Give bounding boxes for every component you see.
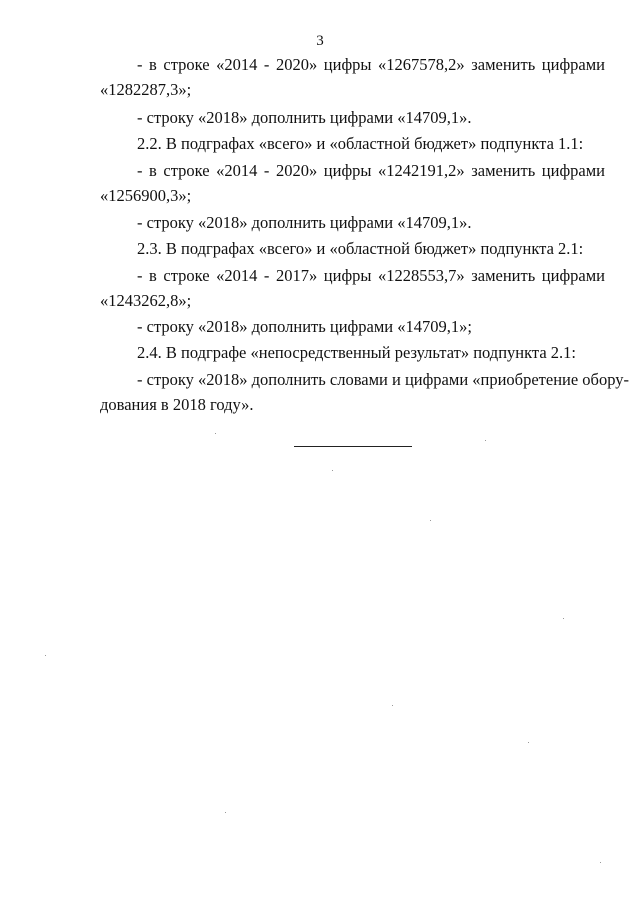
scan-speck [392,705,393,706]
text-line-10: «1243262,8»; [100,291,192,310]
scan-speck [45,655,46,656]
scan-speck [430,520,431,521]
text-line-5: - в строке «2014 - 2020» цифры «1242191,2» заменить цифрами [137,161,605,180]
scan-speck [332,470,333,471]
closing-rule [294,446,412,447]
text-line-9: - в строке «2014 - 2017» цифры «1228553,7» заменить цифрами [137,266,605,285]
paragraph-2-4-heading: 2.4. В подграфе «непосредственный результат» подпункта 2.1: [137,343,576,362]
scan-speck [563,618,564,619]
scan-speck [485,440,486,441]
text-line-1: - в строке «2014 - 2020» цифры «1267578,2» заменить цифрами [137,55,605,74]
text-line-7: - строку «2018» дополнить цифрами «14709,1». [137,213,472,232]
scan-speck [528,742,529,743]
text-line-11: - строку «2018» дополнить цифрами «14709,1»; [137,317,472,336]
text-line-3: - строку «2018» дополнить цифрами «14709,1». [137,108,472,127]
scan-speck [215,433,216,434]
text-line-14: дования в 2018 году». [100,395,254,414]
paragraph-2-3-heading: 2.3. В подграфах «всего» и «областной бюджет» подпункта 2.1: [137,239,584,258]
scan-speck [600,862,601,863]
paragraph-2-2-heading: 2.2. В подграфах «всего» и «областной бюджет» подпункта 1.1: [137,134,584,153]
text-line-2: «1282287,3»; [100,80,192,99]
scan-speck [225,812,226,813]
text-line-6: «1256900,3»; [100,186,192,205]
text-line-13: - строку «2018» дополнить словами и цифрами «приобретение обору- [137,370,629,389]
page-number: 3 [316,33,324,49]
